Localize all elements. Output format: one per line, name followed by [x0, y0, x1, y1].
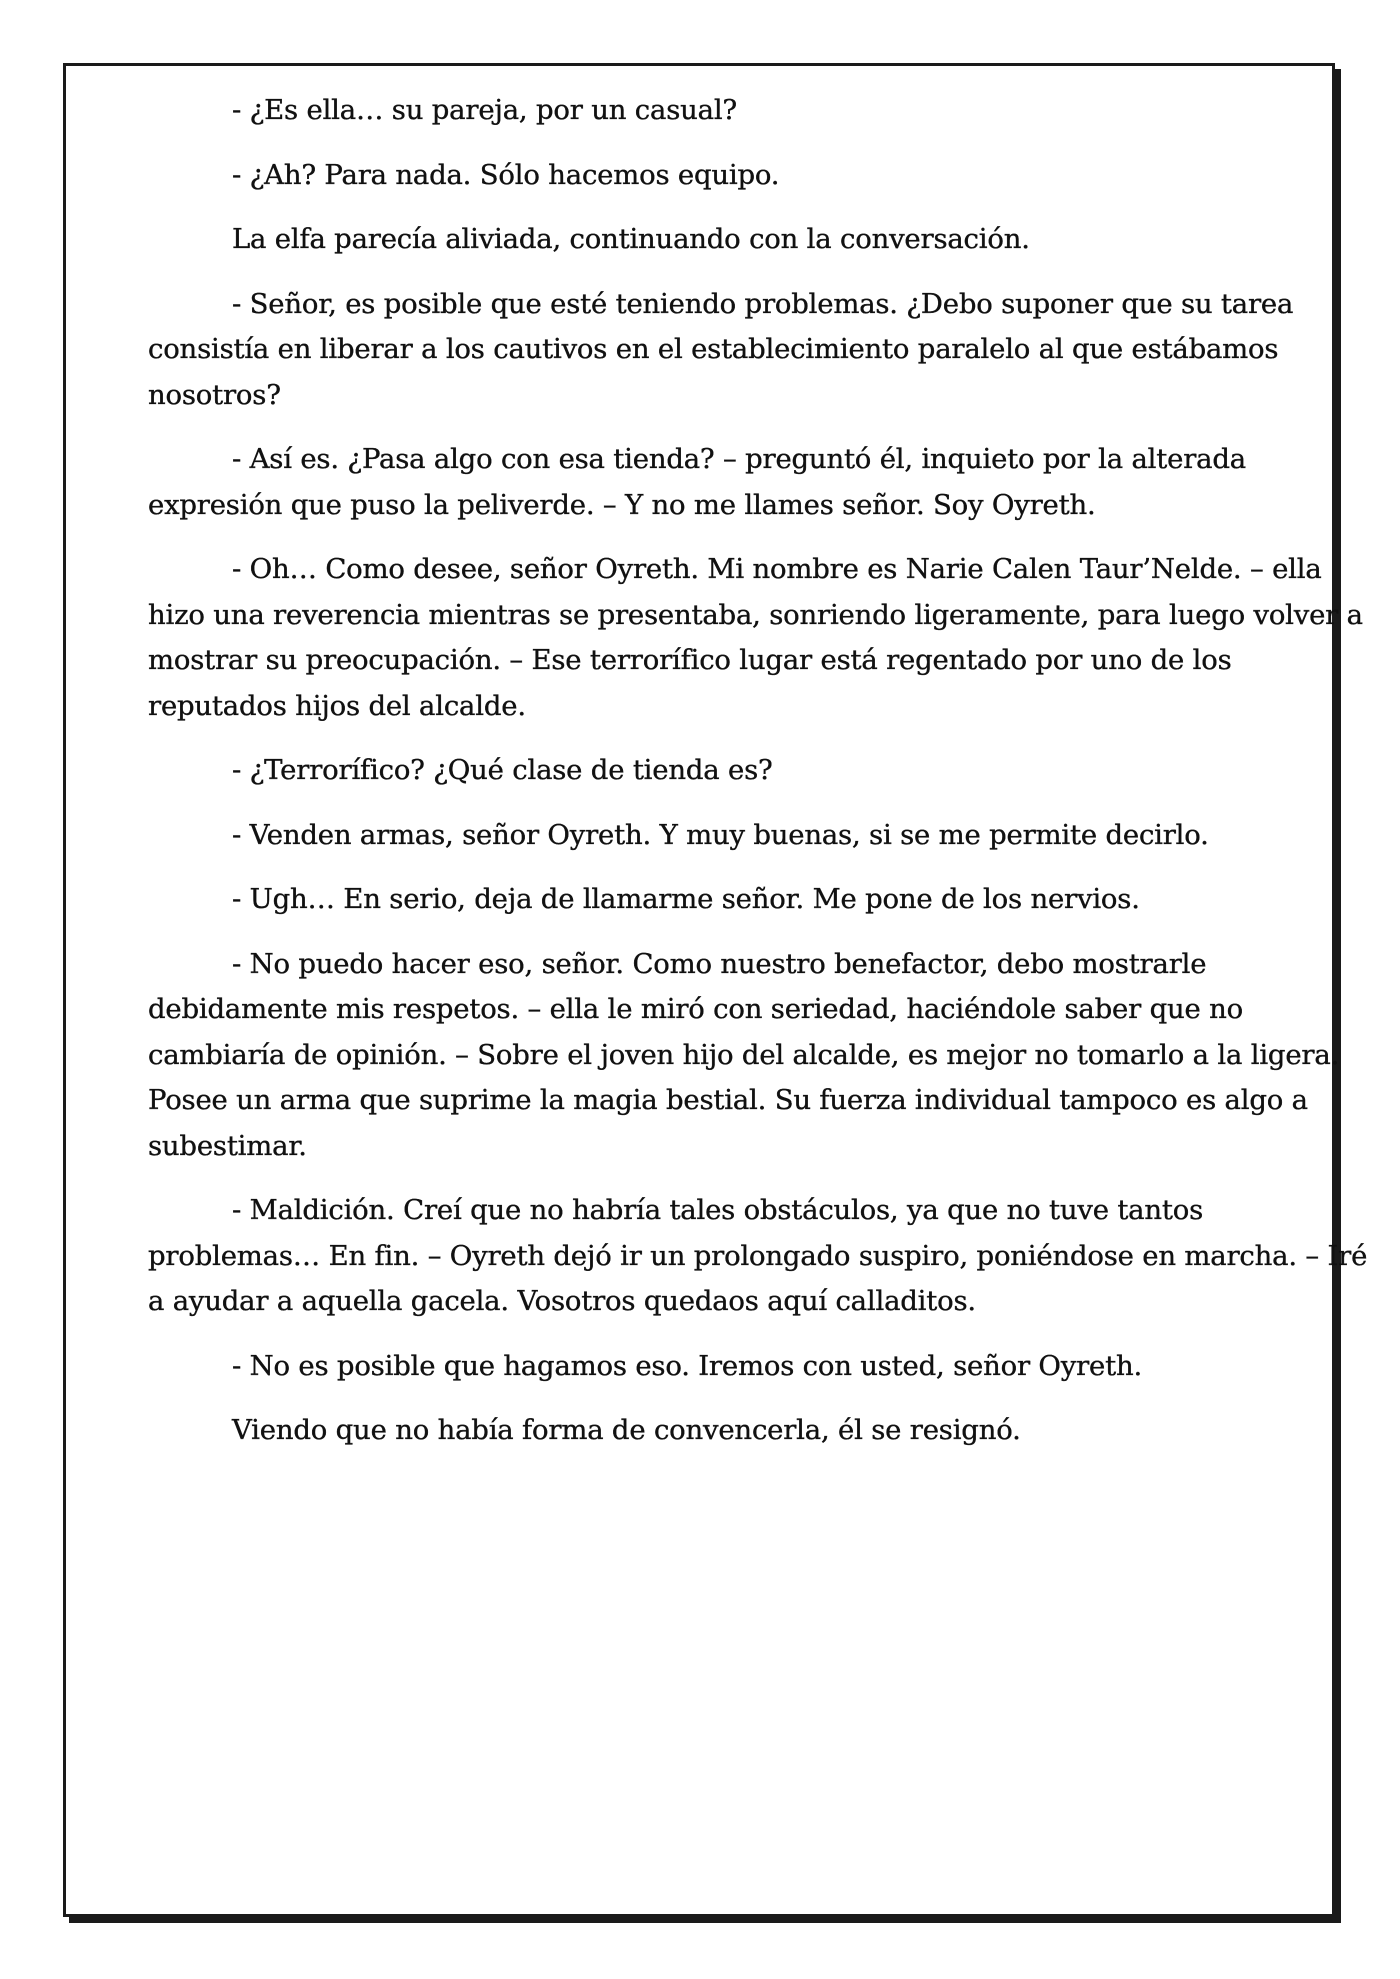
paragraph: - No puedo hacer eso, señor. Como nuestro benefactor, debo mostrarle debidamente mis respetos. – ella le miró con seriedad, haciéndole saber que no cambiaría de opinión. – Sobre el joven hijo del alcalde, es mejor no tomarlo a la ligera. Posee un arma que suprime la magia bestial. Su fuerza individual tampoco es algo a subestimar.	[148, 947, 1340, 1162]
paragraph: - ¿Ah? Para nada. Sólo hacemos equipo.	[232, 158, 780, 191]
paragraph: - Venden armas, señor Oyreth. Y muy buenas, si se me permite decirlo.	[232, 818, 1209, 851]
paragraph: - Oh… Como desee, señor Oyreth. Mi nombre es Narie Calen Taur’Nelde. – ella hizo una reverencia mientras se presentaba, sonriendo ligeramente, para luego volver a mostrar su preocupación. – Ese terrorífico lugar está regentado por uno de los reputados hijos del alcalde.	[148, 553, 1363, 722]
paragraph: Viendo que no había forma de convencerla, él se resignó.	[232, 1414, 1021, 1446]
paragraph: - No es posible que hagamos eso. Iremos con usted, señor Oyreth.	[232, 1349, 1143, 1382]
paragraph: - Maldición. Creí que no habría tales obstáculos, ya que no tuve tantos problemas… En fin. – Oyreth dejó ir un prolongado suspiro, poniéndose en marcha. – Iré a ayudar a aquella gacela. Vosotros quedaos aquí calladitos.	[148, 1194, 1368, 1317]
paragraph: La elfa parecía aliviada, continuando con la conversación.	[232, 223, 1030, 255]
document-body	[148, 88, 1368, 1473]
paragraph: - ¿Terrorífico? ¿Qué clase de tienda es?	[232, 754, 773, 786]
paragraph: - Ugh… En serio, deja de llamarme señor. Me pone de los nervios.	[232, 883, 1140, 915]
paragraph: - ¿Es ella… su pareja, por un casual?	[232, 94, 737, 126]
page-frame	[63, 63, 1368, 1917]
paragraph: - Señor, es posible que esté teniendo problemas. ¿Debo suponer que su tarea consistía en liberar a los cautivos en el establecimiento paralelo al que estábamos nosotros?	[148, 287, 1294, 411]
paragraph: - Así es. ¿Pasa algo con esa tienda? – preguntó él, inquieto por la alterada expresión que puso la peliverde. – Y no me llames señor. Soy Oyreth.	[148, 443, 1246, 521]
